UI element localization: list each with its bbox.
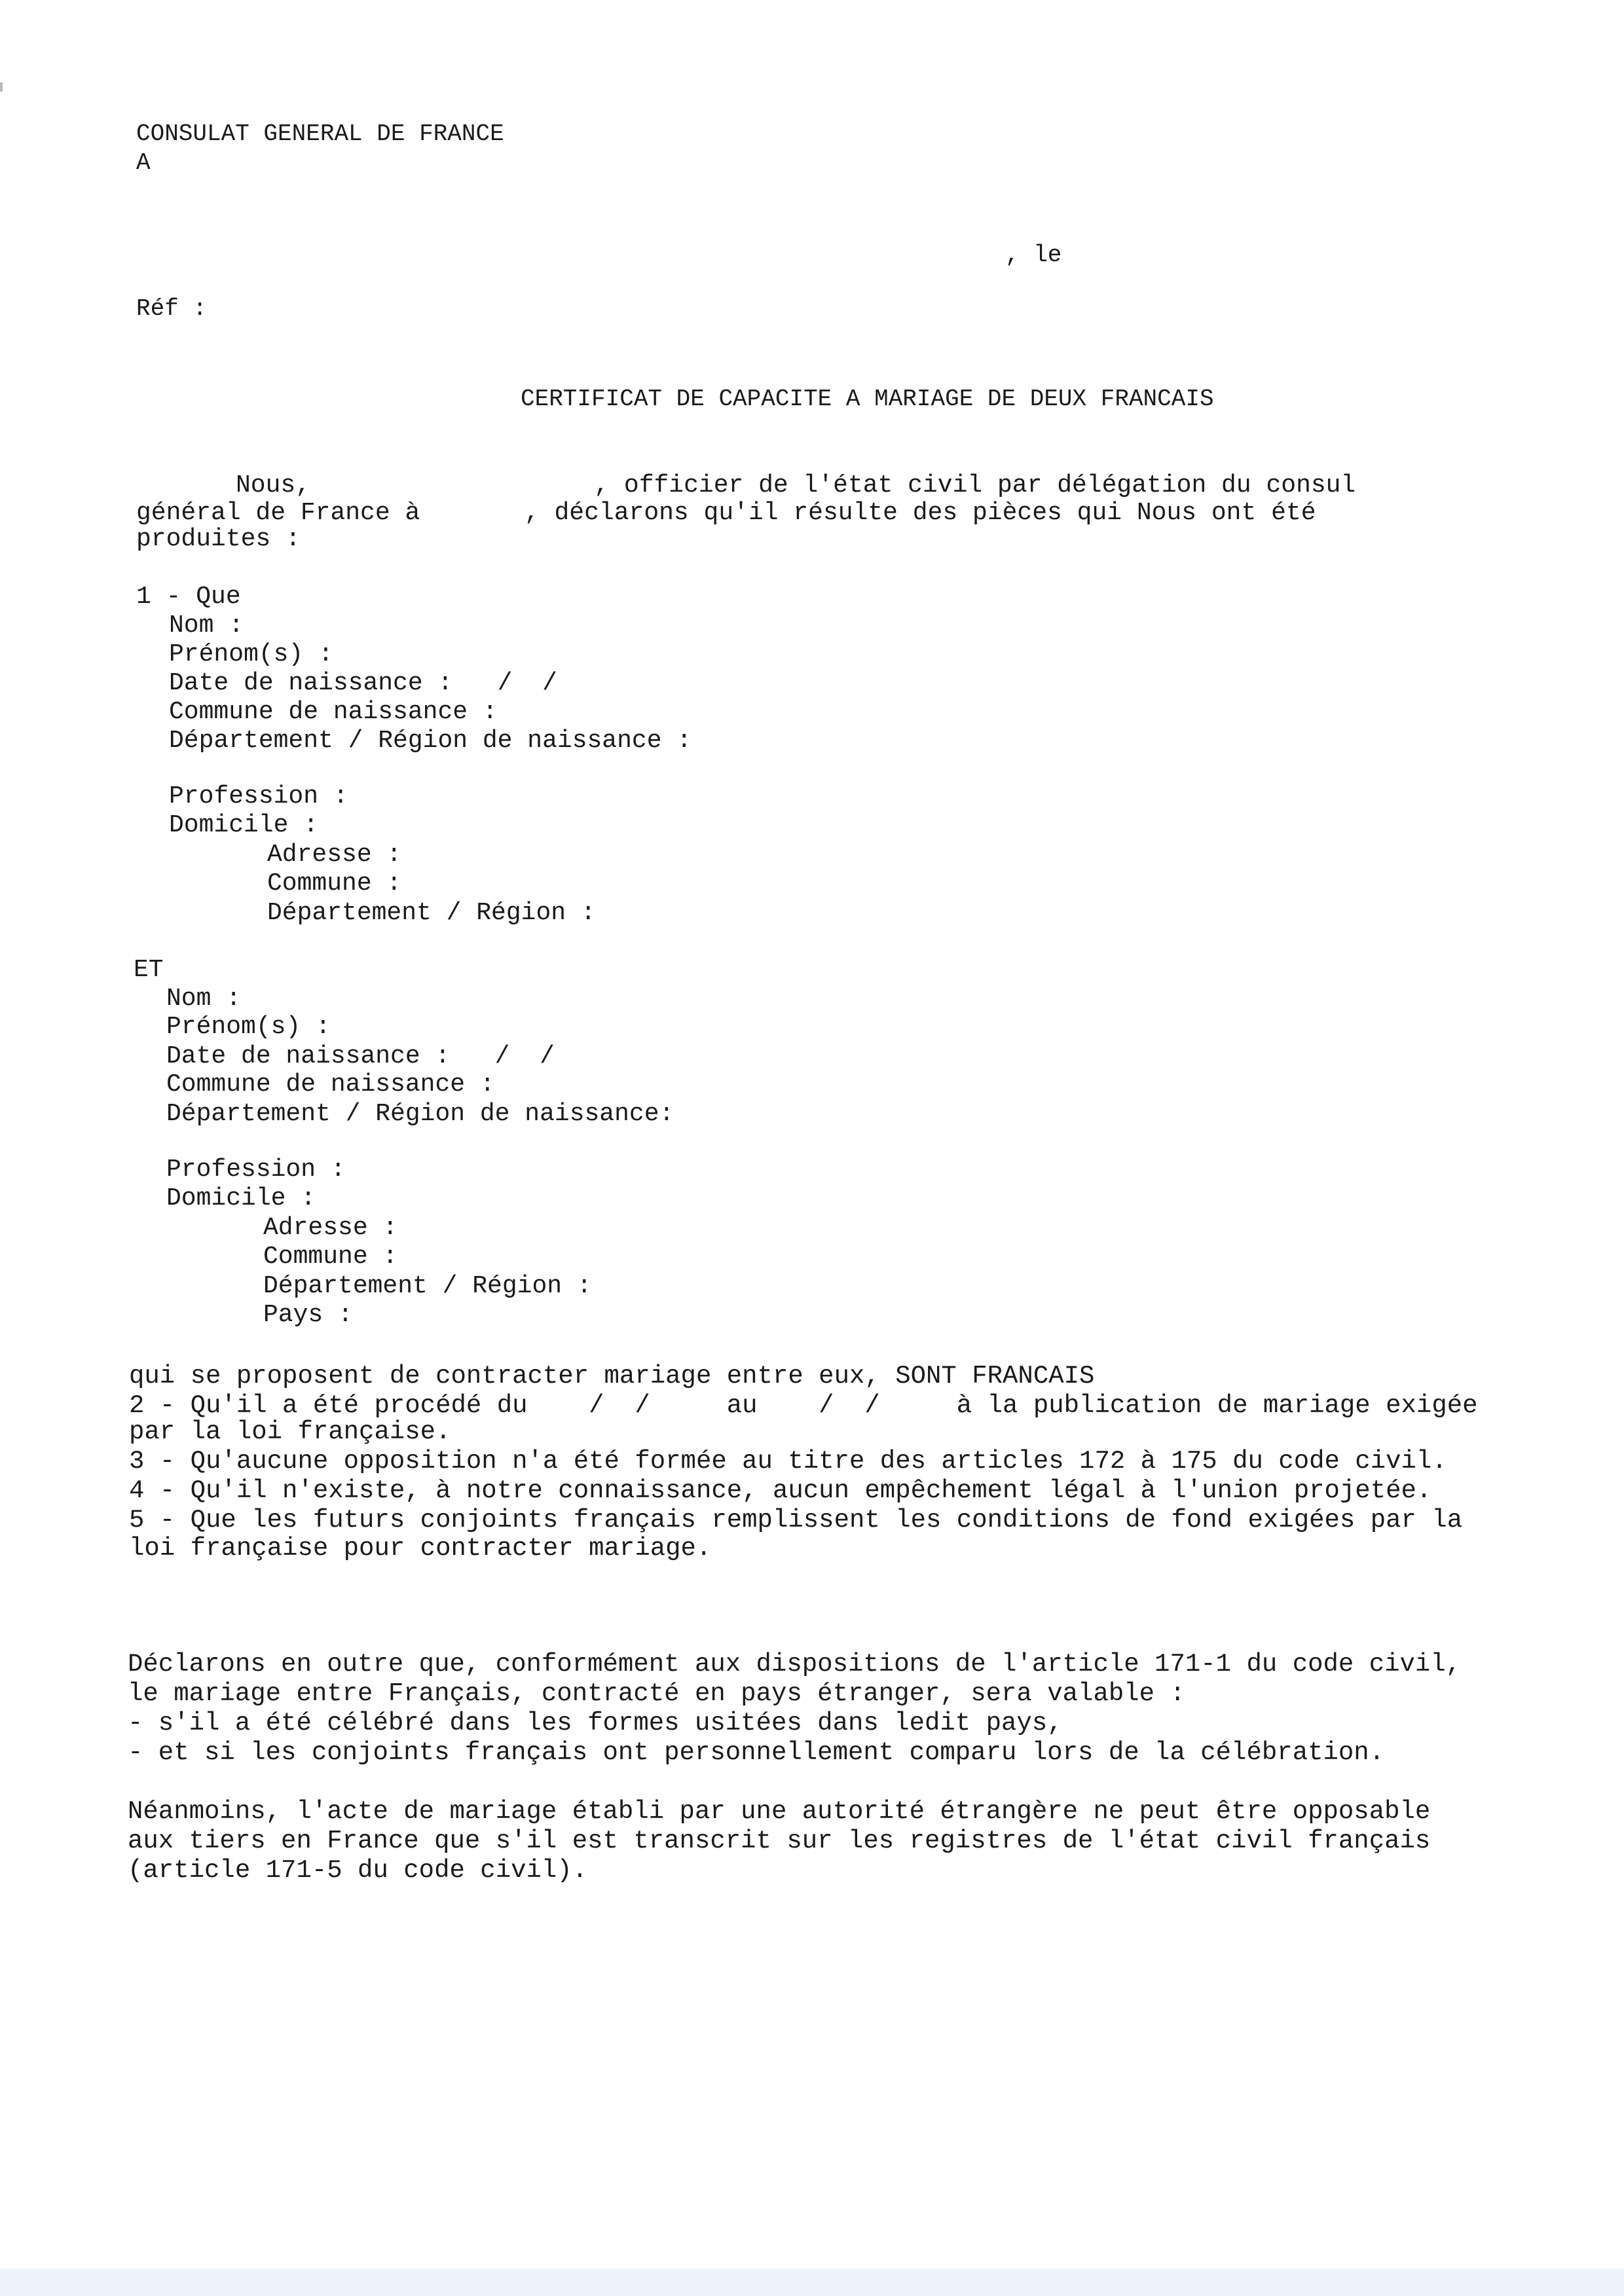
declaration-line-2: le mariage entre Français, contracté en pays étranger, sera valable : — [128, 1679, 1185, 1708]
second-party-departement-naissance: Département / Région de naissance: — [166, 1100, 674, 1128]
intro-line-2: général de France à , déclarons qu'il résulte des pièces qui Nous ont été — [136, 499, 1316, 527]
second-party-pays: Pays : — [263, 1301, 353, 1329]
consulate-city-prefix: A — [136, 149, 151, 176]
consulate-name: CONSULAT GENERAL DE FRANCE — [136, 120, 504, 147]
declaration-line-3: - s'il a été célébré dans les formes usitées dans ledit pays, — [128, 1709, 1063, 1738]
clause-line-1: qui se proposent de contracter mariage entre eux, SONT FRANCAIS — [129, 1362, 1095, 1391]
first-party-profession: Profession : — [169, 782, 348, 811]
first-party-commune-naissance: Commune de naissance : — [169, 698, 498, 726]
clause-line-2: 2 - Qu'il a été procédé du / / au / / à la publication de mariage exigée — [129, 1391, 1478, 1420]
second-party-nom: Nom : — [166, 985, 242, 1013]
first-party-adresse: Adresse : — [267, 841, 402, 869]
second-party-commune-naissance: Commune de naissance : — [166, 1070, 495, 1099]
intro-line-3: produites : — [136, 525, 301, 553]
clause-line-7: loi française pour contracter mariage. — [129, 1534, 712, 1563]
notice-line-2: aux tiers en France que s'il est transcrit sur les registres de l'état civil français — [128, 1827, 1431, 1855]
second-party-commune: Commune : — [263, 1243, 398, 1271]
first-party-date-naissance: Date de naissance : / / — [169, 669, 557, 697]
notice-line-1: Néanmoins, l'acte de mariage établi par une autorité étrangère ne peut être opposable — [128, 1797, 1431, 1826]
document-title: CERTIFICAT DE CAPACITE A MARIAGE DE DEUX FRANCAIS — [521, 386, 1214, 412]
declaration-line-4: - et si les conjoints français ont personnellement comparu lors de la célébration. — [128, 1738, 1385, 1767]
first-party-nom: Nom : — [169, 611, 244, 640]
notice-line-3: (article 171-5 du code civil). — [128, 1856, 588, 1885]
second-party-domicile: Domicile : — [166, 1184, 316, 1212]
reference-line: Réf : — [136, 295, 208, 322]
clause-line-5: 4 - Qu'il n'existe, à notre connaissance, aucun empêchement légal à l'union projetée. — [129, 1476, 1432, 1505]
first-party-departement-naissance: Département / Région de naissance : — [169, 727, 692, 755]
second-party-prenoms: Prénom(s) : — [166, 1013, 331, 1041]
second-party-adresse: Adresse : — [263, 1214, 398, 1242]
first-party-commune: Commune : — [267, 869, 402, 898]
second-party-profession: Profession : — [166, 1156, 346, 1184]
first-party-domicile: Domicile : — [169, 811, 319, 839]
date-line: , le — [1005, 242, 1062, 268]
first-party-departement: Département / Région : — [267, 899, 596, 927]
second-party-date-naissance: Date de naissance : / / — [166, 1042, 555, 1070]
scan-edge-mark — [0, 82, 3, 92]
intro-line-1: Nous, , officier de l'état civil par délégation du consul — [236, 471, 1356, 500]
second-party-departement: Département / Région : — [263, 1272, 592, 1300]
first-party-prenoms: Prénom(s) : — [169, 640, 333, 668]
clause-line-4: 3 - Qu'aucune opposition n'a été formée au titre des articles 172 à 175 du code civil. — [129, 1447, 1447, 1476]
clause-line-6: 5 - Que les futurs conjoints français remplissent les conditions de fond exigées par la — [129, 1506, 1463, 1535]
clause-line-3: par la loi française. — [129, 1417, 451, 1446]
declaration-line-1: Déclarons en outre que, conformément aux dispositions de l'article 171-1 du code civil, — [128, 1650, 1462, 1679]
scan-bottom-tint — [0, 2269, 1624, 2296]
first-party-heading: 1 - Que — [136, 583, 241, 611]
second-party-heading: ET — [134, 956, 164, 984]
